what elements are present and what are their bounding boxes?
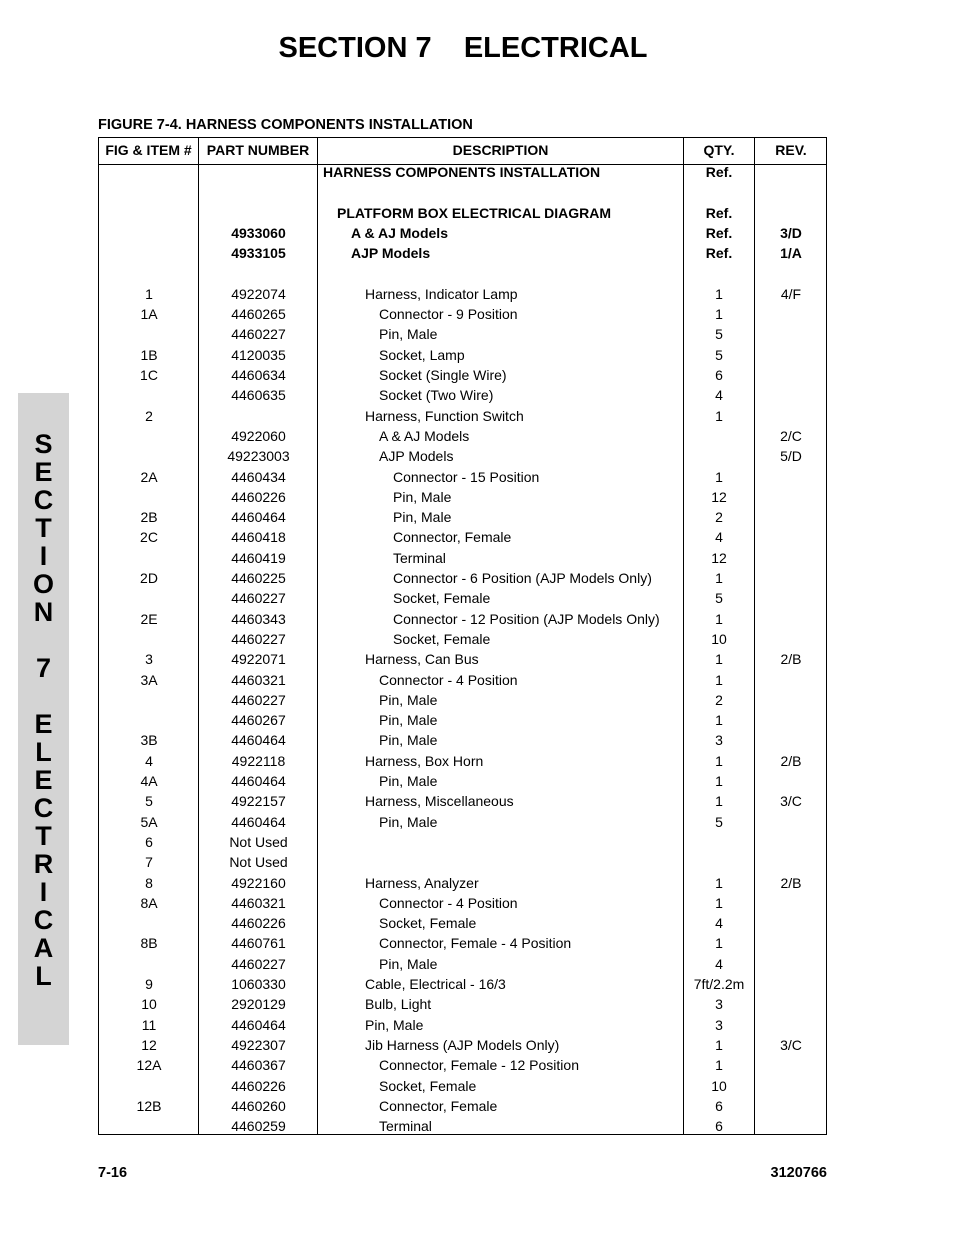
description-cell: A & AJ Models	[379, 427, 470, 444]
table-row	[99, 852, 826, 872]
description-cell: Jib Harness (AJP Models Only)	[365, 1036, 560, 1053]
side-tab-letter: S	[34, 429, 53, 459]
rev-cell: 5/D	[780, 448, 802, 465]
table-row	[99, 1076, 826, 1096]
fig-item-cell: 2B	[140, 509, 158, 526]
part-number-cell: 4460227	[231, 630, 286, 647]
part-number-cell: 4460464	[231, 1016, 286, 1033]
qty-cell: Ref.	[705, 204, 733, 221]
table-row	[99, 243, 826, 263]
fig-item-cell: 8	[145, 874, 153, 891]
qty-cell: 5	[715, 346, 723, 363]
fig-item-cell: 12B	[136, 1097, 162, 1114]
side-tab-letter: L	[35, 961, 52, 991]
table-row	[99, 406, 826, 426]
table-row	[99, 812, 826, 832]
table-row	[99, 933, 826, 953]
fig-item-cell: 1A	[140, 306, 158, 323]
part-number-cell: 4460260	[231, 1097, 286, 1114]
qty-cell: 10	[711, 630, 727, 647]
part-number-cell: 4922118	[231, 752, 286, 769]
side-tab-letter: 7	[35, 653, 52, 683]
fig-item-cell: 1	[145, 285, 153, 302]
qty-cell: 10	[711, 1077, 727, 1094]
part-number-cell: 4460259	[231, 1118, 286, 1135]
table-row	[99, 467, 826, 487]
description-cell: Pin, Male	[379, 813, 438, 830]
part-number-cell: 4922071	[231, 651, 286, 668]
description-cell: Pin, Male	[365, 1016, 424, 1033]
qty-cell: 6	[715, 367, 723, 383]
rev-cell: 3/C	[780, 1036, 802, 1053]
part-number-cell: 4922074	[231, 285, 286, 302]
parts-table	[98, 137, 827, 1135]
description-cell: Connector - 12 Position (AJP Models Only)	[393, 610, 660, 627]
description-cell: Cable, Electrical - 16/3	[365, 976, 506, 992]
fig-item-cell: 3A	[140, 671, 158, 688]
description-cell: Harness, Miscellaneous	[365, 793, 514, 810]
qty-cell: Ref.	[705, 245, 733, 262]
part-number-cell: 4922160	[231, 874, 286, 891]
description-cell: Pin, Male	[379, 691, 438, 708]
qty-cell: Ref.	[705, 164, 733, 180]
side-tab-letter: C	[33, 485, 54, 515]
table-row	[99, 527, 826, 547]
side-tab-letter: T	[35, 821, 52, 851]
fig-item-cell: 11	[141, 1016, 157, 1033]
side-tab-letter: E	[34, 457, 53, 487]
description-cell: Pin, Male	[379, 732, 438, 749]
table-row	[99, 324, 826, 344]
description-cell: PLATFORM BOX ELECTRICAL DIAGRAM	[337, 204, 612, 221]
table-row	[99, 507, 826, 527]
qty-cell: 1	[715, 570, 723, 586]
qty-cell: 1	[715, 651, 723, 668]
description-cell: Pin, Male	[379, 773, 438, 789]
fig-item-cell: 2	[145, 407, 153, 424]
side-tab-letter: A	[33, 933, 54, 963]
part-number-cell: 4460367	[231, 1057, 286, 1074]
table-row	[99, 913, 826, 933]
part-number-cell: 4460227	[231, 326, 286, 343]
part-number-cell: 4460227	[231, 590, 286, 607]
fig-item-cell: 8A	[140, 894, 158, 911]
qty-cell: 1	[715, 671, 723, 688]
table-row	[99, 203, 826, 223]
part-number-cell: 4460418	[231, 529, 286, 546]
qty-cell: 4	[715, 387, 723, 404]
side-tab-letter: E	[34, 709, 53, 739]
part-number-cell: 4460227	[231, 955, 286, 972]
part-number-cell: Not Used	[229, 854, 288, 871]
description-cell: Harness, Box Horn	[365, 752, 484, 769]
description-cell: Socket (Two Wire)	[379, 387, 494, 404]
description-cell: Connector, Female - 12 Position	[379, 1057, 579, 1074]
table-row	[99, 893, 826, 913]
part-number-cell: 1060330	[231, 976, 286, 992]
description-cell: Pin, Male	[393, 509, 452, 526]
description-cell: Connector - 6 Position (AJP Models Only)	[393, 570, 652, 586]
description-cell: Connector, Female	[393, 529, 512, 546]
fig-item-cell: 5A	[140, 813, 158, 830]
page-number: 7-16	[98, 1165, 128, 1181]
table-row	[99, 284, 826, 304]
fig-item-cell: 12	[141, 1036, 157, 1053]
qty-cell: 1	[715, 610, 723, 627]
section-title: SECTION 7 ELECTRICAL	[278, 32, 648, 64]
section-side-tab	[18, 393, 69, 1045]
part-number-cell: 4922060	[231, 427, 286, 444]
description-cell: Pin, Male	[393, 488, 452, 505]
qty-cell: 1	[715, 1036, 723, 1053]
fig-item-cell: 2D	[140, 570, 158, 586]
side-tab-letter: N	[33, 597, 54, 627]
side-tab-letter: E	[34, 765, 53, 795]
side-tab-letter: L	[35, 737, 52, 767]
qty-cell: 1	[715, 874, 723, 891]
table-row	[99, 385, 826, 405]
description-cell: Socket, Female	[393, 590, 491, 607]
table-row	[99, 791, 826, 811]
part-number-cell: 4933105	[231, 245, 286, 262]
fig-item-cell: 2A	[140, 468, 158, 485]
part-number-cell: 4460464	[231, 813, 286, 830]
part-number-cell: 4460635	[231, 387, 286, 404]
table-row	[99, 426, 826, 446]
qty-cell: 1	[715, 712, 723, 729]
table-row	[99, 730, 826, 750]
part-number-cell: 2920129	[231, 996, 286, 1013]
description-cell: Pin, Male	[379, 955, 438, 972]
part-number-cell: 4460419	[231, 549, 286, 566]
table-row	[99, 873, 826, 893]
qty-cell: 12	[711, 549, 727, 566]
part-number-cell: 4460321	[231, 894, 286, 911]
side-tab-letter: O	[32, 569, 54, 599]
part-number-cell: 4460321	[231, 671, 286, 688]
qty-cell: 4	[715, 955, 723, 972]
qty-cell: 5	[715, 590, 723, 607]
table-row	[99, 1096, 826, 1116]
header-qty: QTY.	[703, 142, 735, 158]
fig-item-cell: 7	[145, 854, 153, 871]
part-number-cell: Not Used	[229, 833, 288, 850]
qty-cell: 1	[715, 935, 723, 952]
table-row	[99, 649, 826, 669]
part-number-cell: 4922157	[231, 793, 286, 810]
part-number-cell: 4460267	[231, 712, 286, 729]
part-number-cell: 4922307	[231, 1036, 286, 1053]
qty-cell: 6	[715, 1097, 723, 1114]
qty-cell: 2	[715, 509, 723, 526]
table-row	[99, 609, 826, 629]
part-number-cell: 4460227	[231, 691, 286, 708]
qty-cell: 3	[715, 732, 723, 749]
table-row	[99, 487, 826, 507]
fig-item-cell: 1C	[140, 367, 158, 383]
table-row	[99, 365, 826, 385]
header-rev: REV.	[775, 142, 807, 158]
fig-item-cell: 8B	[140, 935, 158, 952]
table-row	[99, 1035, 826, 1055]
fig-item-cell: 9	[145, 976, 153, 992]
part-number-cell: 4460226	[231, 488, 286, 505]
part-number-cell: 4933060	[231, 224, 286, 241]
description-cell: Socket, Female	[379, 1077, 477, 1094]
description-cell: A & AJ Models	[351, 224, 448, 241]
table-row	[99, 974, 826, 994]
description-cell: Connector, Female	[379, 1097, 498, 1114]
document-number: 3120766	[770, 1165, 827, 1181]
description-cell: Harness, Analyzer	[365, 874, 479, 891]
description-cell: Harness, Indicator Lamp	[365, 285, 518, 302]
description-cell: Harness, Function Switch	[365, 407, 524, 424]
qty-cell: 5	[715, 326, 723, 343]
table-row	[99, 710, 826, 730]
qty-cell: 5	[715, 813, 723, 830]
fig-item-cell: 12A	[136, 1057, 162, 1074]
rev-cell: 2/B	[780, 651, 802, 668]
part-number-cell: 4460634	[231, 367, 286, 383]
side-tab-letter: T	[35, 513, 52, 543]
fig-item-cell: 3	[145, 651, 153, 668]
part-number-cell: 4460464	[231, 509, 286, 526]
rev-cell: 3/D	[780, 224, 802, 241]
qty-cell: 12	[711, 488, 727, 505]
description-cell: Pin, Male	[379, 326, 438, 343]
rev-cell: 4/F	[780, 285, 802, 302]
qty-cell: 3	[715, 996, 723, 1013]
table-row	[99, 751, 826, 771]
fig-item-cell: 2C	[140, 529, 158, 546]
part-number-cell: 4460343	[231, 610, 286, 627]
side-tab-letter: C	[33, 905, 54, 935]
fig-item-cell: 4	[145, 752, 153, 769]
description-cell: Terminal	[393, 549, 446, 566]
qty-cell: 4	[715, 529, 723, 546]
description-cell: Bulb, Light	[365, 996, 432, 1013]
qty-cell: 1	[715, 306, 723, 323]
table-row	[99, 629, 826, 649]
qty-cell: 1	[715, 407, 723, 424]
description-cell: Socket, Lamp	[379, 346, 465, 363]
qty-cell: 3	[715, 1016, 723, 1033]
table-row	[99, 994, 826, 1014]
part-number-cell: 4460225	[231, 570, 286, 586]
fig-item-cell: 1B	[140, 346, 158, 363]
qty-cell: 2	[715, 691, 723, 708]
table-row	[99, 1015, 826, 1035]
table-row	[99, 568, 826, 588]
rev-cell: 2/B	[780, 874, 802, 891]
qty-cell: 4	[715, 915, 723, 932]
qty-cell: Ref.	[705, 224, 733, 241]
header-part-number: PART NUMBER	[206, 142, 310, 158]
part-number-cell: 4460226	[231, 915, 286, 932]
qty-cell: 1	[715, 285, 723, 302]
rev-cell: 3/C	[780, 793, 802, 810]
table-row	[99, 223, 826, 243]
description-cell: Terminal	[379, 1118, 432, 1135]
side-tab-letter: C	[33, 793, 54, 823]
table-row	[99, 304, 826, 324]
part-number-cell: 4460226	[231, 1077, 286, 1094]
description-cell: Connector - 15 Position	[393, 468, 540, 485]
qty-cell: 7ft/2.2m	[693, 976, 745, 992]
rev-cell: 1/A	[780, 245, 802, 262]
table-row	[99, 345, 826, 365]
header-description: DESCRIPTION	[452, 142, 549, 158]
part-number-cell: 4460464	[231, 732, 286, 749]
description-cell: AJP Models	[351, 245, 431, 262]
side-tab-letter: I	[39, 541, 48, 571]
qty-cell: 6	[715, 1118, 723, 1135]
description-cell: HARNESS COMPONENTS INSTALLATION	[323, 164, 601, 180]
description-cell: Connector - 4 Position	[379, 671, 518, 688]
description-cell: Connector - 4 Position	[379, 894, 518, 911]
table-row	[99, 1116, 826, 1136]
description-cell: Harness, Can Bus	[365, 651, 479, 668]
fig-item-cell: 5	[145, 793, 153, 810]
table-row	[99, 670, 826, 690]
qty-cell: 1	[715, 773, 723, 789]
part-number-cell: 4460761	[231, 935, 286, 952]
description-cell: Connector - 9 Position	[379, 306, 518, 323]
fig-item-cell: 3B	[140, 732, 158, 749]
part-number-cell: 4460434	[231, 468, 286, 485]
part-number-cell: 49223003	[227, 448, 290, 465]
rev-cell: 2/C	[780, 427, 802, 444]
qty-cell: 1	[715, 1057, 723, 1074]
qty-cell: 1	[715, 468, 723, 485]
side-tab-letter: R	[33, 849, 54, 879]
table-row	[99, 548, 826, 568]
side-tab-letter: I	[39, 877, 48, 907]
table-row	[99, 588, 826, 608]
description-cell: AJP Models	[379, 448, 454, 465]
description-cell: Pin, Male	[379, 712, 438, 729]
table-row	[99, 1055, 826, 1075]
fig-item-cell: 2E	[140, 610, 158, 627]
qty-cell: 1	[715, 793, 723, 810]
fig-item-cell: 10	[141, 996, 157, 1013]
description-cell: Socket (Single Wire)	[379, 367, 507, 383]
table-row	[99, 954, 826, 974]
table-row	[99, 832, 826, 852]
description-cell: Socket, Female	[379, 915, 477, 932]
rev-cell: 2/B	[780, 752, 802, 769]
table-row	[99, 446, 826, 466]
description-cell: Socket, Female	[393, 630, 491, 647]
table-row	[99, 690, 826, 710]
description-cell: Connector, Female - 4 Position	[379, 935, 572, 952]
part-number-cell: 4460265	[231, 306, 286, 323]
table-row	[99, 162, 826, 182]
header-fig-item: FIG & ITEM #	[105, 142, 192, 158]
qty-cell: 1	[715, 752, 723, 769]
fig-item-cell: 4A	[140, 773, 158, 789]
table-row	[99, 771, 826, 791]
part-number-cell: 4460464	[231, 773, 286, 789]
part-number-cell: 4120035	[231, 346, 286, 363]
qty-cell: 1	[715, 894, 723, 911]
fig-item-cell: 6	[145, 833, 153, 850]
figure-title: FIGURE 7-4. HARNESS COMPONENTS INSTALLATION	[98, 117, 473, 133]
